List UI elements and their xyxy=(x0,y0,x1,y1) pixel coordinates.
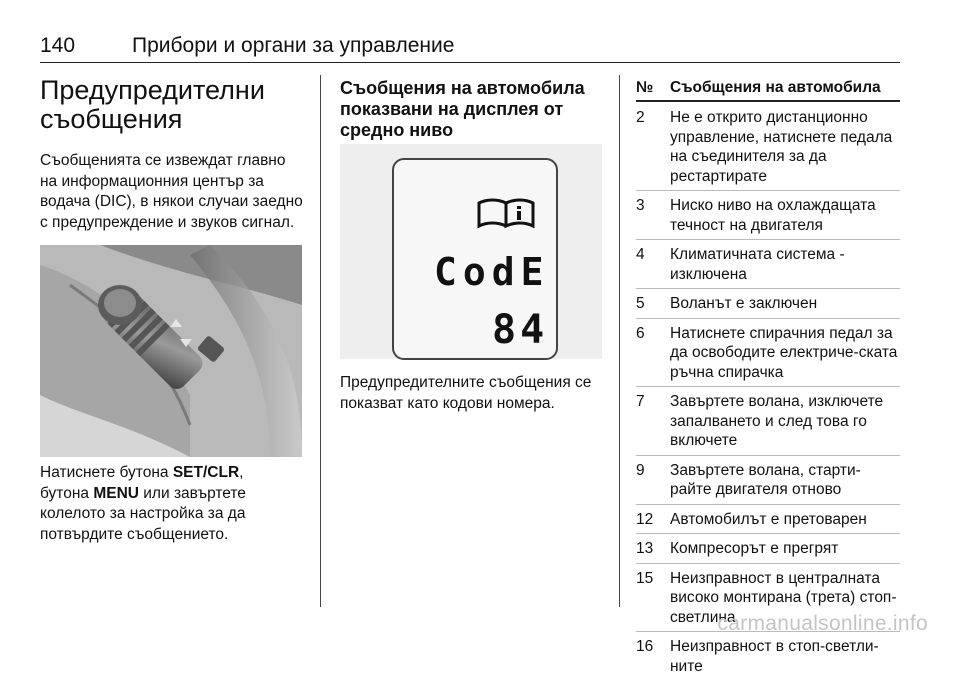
display-illustration xyxy=(340,144,602,359)
caption-text-2: , xyxy=(239,464,244,481)
display-code-number: 84 xyxy=(492,307,549,353)
messages-table xyxy=(636,78,900,680)
row-number: 16 xyxy=(636,638,654,655)
steering-stalk-image xyxy=(40,245,302,457)
table-row xyxy=(636,505,900,535)
display-heading: Съобщения на автомобила показвани на дисплея от средно ниво xyxy=(340,78,585,140)
steering-stalk-photo xyxy=(40,245,302,457)
table-row xyxy=(636,319,900,388)
display-caption-block xyxy=(340,373,605,414)
page-title: Прибори и органи за управление xyxy=(132,34,455,57)
page-number: 140 xyxy=(40,34,76,57)
set-clr-button-label: SET/CLR xyxy=(172,464,240,481)
row-message: Завъртете волана, изключете запалването и след това го включете xyxy=(670,393,884,449)
row-message: Завъртете волана, старти-райте двигателя отново xyxy=(670,461,861,498)
row-message: Натиснете спирачния педал за да освободите електриче-ската ръчна спирачка xyxy=(670,324,898,381)
row-message: Компресорът е прегрят xyxy=(670,540,839,557)
table-row xyxy=(636,632,900,680)
row-message: Не е открито дистанционно управление, натиснете педала на съединителя за да рестартирате xyxy=(670,109,893,185)
table-row xyxy=(636,102,900,191)
row-number: 4 xyxy=(636,246,645,263)
row-number: 12 xyxy=(636,510,654,528)
display-caption: Предупредителните съобщения се показват като кодови номера. xyxy=(340,374,592,412)
row-number: 7 xyxy=(636,393,645,410)
table-row xyxy=(636,456,900,505)
row-message: Автомобилът е претоварен xyxy=(670,510,867,528)
table-row xyxy=(636,387,900,456)
row-message: Воланът е заключен xyxy=(670,295,818,312)
row-message: Ниско ниво на охлаждащата течност на двигателя xyxy=(670,197,876,234)
row-message: Неизправност в централната високо монтирана (трета) стоп-светлина xyxy=(670,569,897,626)
caption-text-3: бутона xyxy=(40,484,94,502)
page-header xyxy=(40,14,898,58)
row-number: 9 xyxy=(636,461,645,479)
lcd-display xyxy=(392,158,558,360)
row-message: Климатичната система - изключена xyxy=(670,246,845,283)
header-number: № xyxy=(636,79,654,96)
column-warning-messages xyxy=(40,76,305,233)
row-message: Неизправност в стоп-светли-ните xyxy=(670,638,879,675)
intro-paragraph: Съобщенията се извеждат главно на информационния център за водача (DIC), в някои случаи заедно с предупреждение и звуков сигнал. xyxy=(40,152,303,231)
watermark: carmanualsonline.info xyxy=(717,612,928,635)
caption-text-4: или завъртете колелото за настройка за да потвърдите съобщението. xyxy=(40,484,246,543)
column-divider-right xyxy=(619,75,620,607)
section-heading: Предупредителни съобщения xyxy=(40,75,265,134)
table-body xyxy=(636,102,900,680)
caption-text-1: Натиснете бутона xyxy=(40,464,173,481)
photo-caption xyxy=(40,463,305,545)
table-row xyxy=(636,191,900,240)
row-number: 2 xyxy=(636,109,645,126)
row-number: 15 xyxy=(636,569,654,587)
row-number: 5 xyxy=(636,295,645,312)
menu-button-label: MENU xyxy=(93,484,139,502)
header-message: Съобщения на автомобила xyxy=(670,79,881,96)
display-code-text: CodE xyxy=(434,250,550,294)
table-header xyxy=(636,78,900,102)
column-divider-left xyxy=(320,75,321,607)
table-row xyxy=(636,240,900,289)
column-vehicle-messages xyxy=(340,78,605,141)
table-row xyxy=(636,289,900,319)
row-number: 6 xyxy=(636,324,645,342)
row-number: 13 xyxy=(636,540,654,557)
table-row xyxy=(636,534,900,564)
row-number: 3 xyxy=(636,197,645,214)
header-divider xyxy=(40,62,900,63)
